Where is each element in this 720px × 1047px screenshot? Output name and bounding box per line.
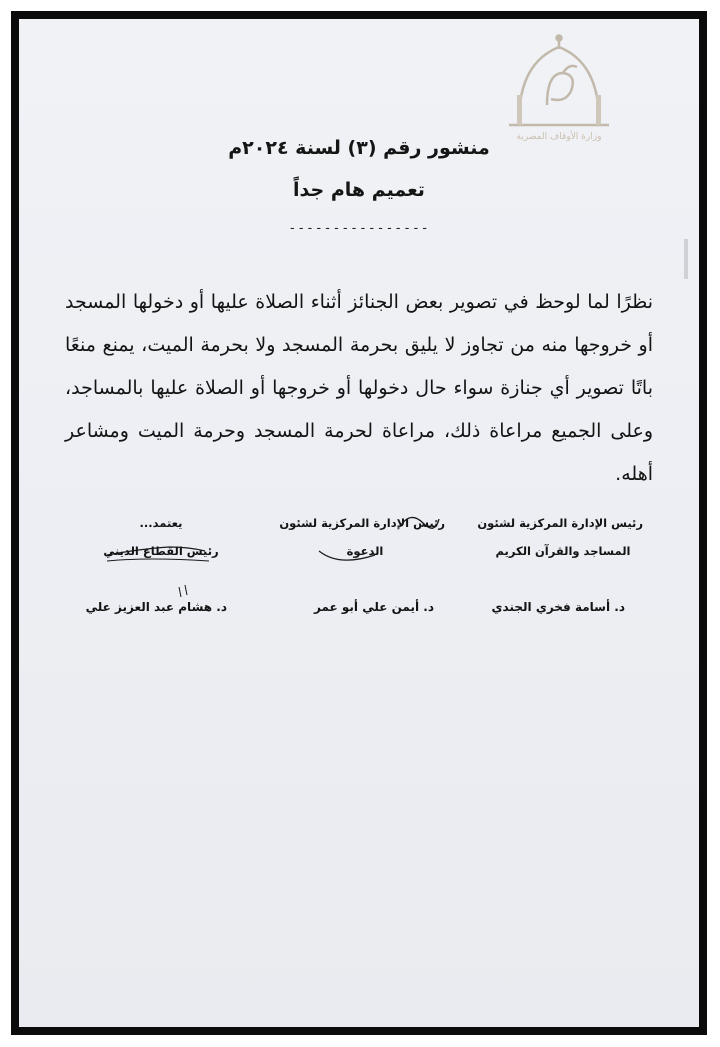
document-frame <box>11 11 707 1035</box>
paper-crease <box>684 239 688 279</box>
document-paper <box>19 19 699 1027</box>
signature-name-mosques: د. أسامة فخري الجندي <box>491 600 625 614</box>
signature-title-line1: رئيس الإدارة المركزية لشئون <box>477 516 643 530</box>
signature-block-approval <box>91 509 231 565</box>
signature-title-line1: رئيس الإدارة المركزية لشئون <box>279 516 445 530</box>
signature-title-line2: المساجد والقرآن الكريم <box>495 544 631 558</box>
dashed-divider: ---------------- <box>288 221 430 236</box>
signature-stroke-mark <box>179 585 187 597</box>
svg-text:وزارة الأوقاف المصرية: وزارة الأوقاف المصرية <box>516 132 602 142</box>
signature-title-line2: الدعوة <box>346 544 384 558</box>
signature-name-dawah: د. أيمن علي أبو عمر <box>314 600 434 614</box>
page-subtitle: تعميم هام جداً <box>293 179 425 201</box>
page-title: منشور رقم (٣) لسنة ٢٠٢٤م <box>228 137 490 159</box>
signature-block-mosques <box>477 509 643 565</box>
ministry-logo-icon <box>499 33 619 143</box>
signature-title-line2: رئيس القطاع الديني <box>103 544 219 558</box>
signature-title-line1: يعتمد... <box>139 516 183 530</box>
signature-name-approval: د. هشام عبد العزيز علي <box>85 600 227 614</box>
signature-block-dawah <box>279 509 445 565</box>
circular-body-paragraph: نظرًا لما لوحظ في تصوير بعض الجنائز أثناء الصلاة عليها أو دخولها المسجد أو خروجها منه من تجاوز لا يليق بحرمة المسجد ولا بحرمة الميت، يمنع منعًا باتًا تصوير أي جنازة سواء حال دخولها أو خروجها أو الصلاة عليها بالمساجد، وعلى الجميع مراعاة ذلك، مراعاة لحرمة المسجد وحرمة الميت ومشاعر أهله. <box>65 291 653 485</box>
